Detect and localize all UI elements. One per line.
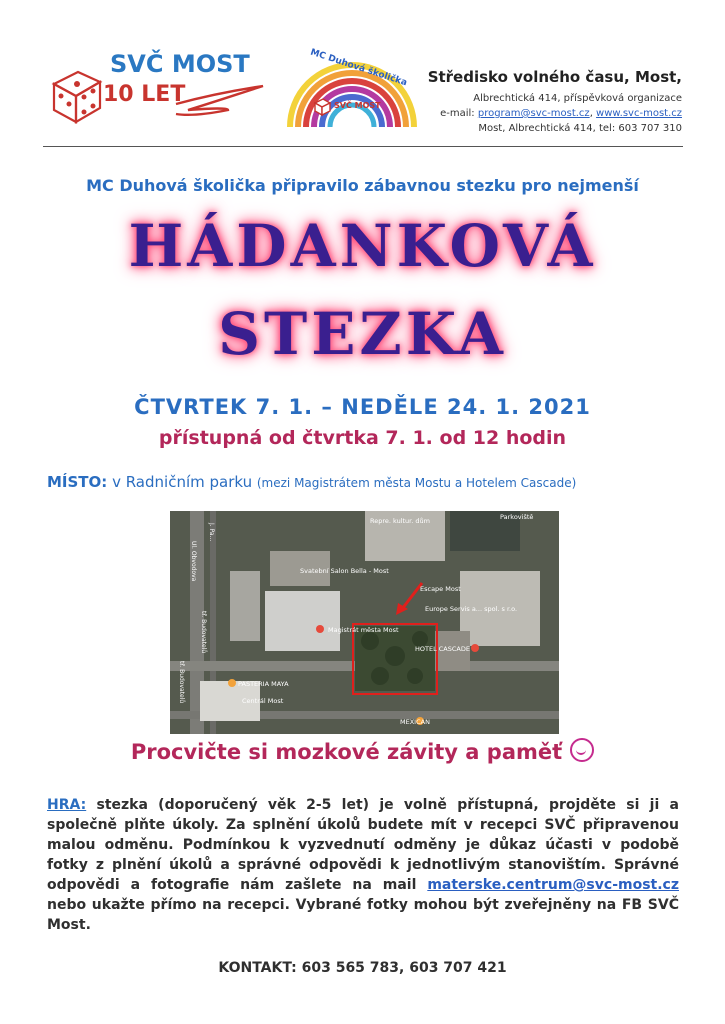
map-street-2: Ul. Obvodova: [190, 541, 197, 582]
org-address: Albrechtická 414, příspěvková organizace: [473, 93, 682, 104]
mc-logo-text: MC Duhová školička: [308, 47, 409, 89]
title-line-1: HÁDANKOVÁ: [128, 212, 597, 280]
logo-years: 10 LET: [103, 82, 186, 107]
svc-most-logo: [48, 50, 278, 130]
place-detail: (mezi Magistrátem města Mostu a Hotelem Cascade): [256, 476, 577, 490]
map-street-3: tř. Budovatelů: [200, 611, 207, 654]
intro-text: MC Duhová školička připravilo zábavnou stezku pro nejmenší: [86, 176, 639, 195]
mc-rainbow-logo: [282, 47, 422, 135]
game-description: [47, 795, 679, 935]
game-email-link[interactable]: materske.centrum@svc-most.cz: [427, 877, 679, 893]
email-separator: ,: [589, 108, 597, 119]
satellite-map: [170, 511, 559, 734]
org-name: Středisko volného času, Most,: [427, 68, 682, 86]
place-label: MÍSTO:: [47, 473, 108, 491]
web-link[interactable]: www.svc-most.cz: [596, 108, 682, 119]
title-line-2: STEZKA: [218, 300, 507, 368]
org-email-line: [422, 106, 682, 121]
mc-logo-sub: SVČ MOST: [334, 101, 381, 110]
map-image: [170, 511, 559, 734]
header-divider: [43, 146, 683, 147]
slogan: [0, 738, 725, 764]
logo-title: SVČ MOST: [110, 50, 250, 78]
map-label-pasteria: PASTERIA MAYA: [238, 680, 289, 688]
map-street-4: tř. Budovatelů: [178, 661, 185, 704]
smiley-icon: [570, 738, 594, 762]
slogan-text: Procvičte si mozkové závity a paměť: [130, 740, 563, 764]
map-label-hotel: HOTEL CASCADE: [415, 645, 470, 653]
game-heading: HRA:: [47, 797, 87, 813]
pasteria-pin-icon: [228, 679, 236, 687]
map-label-church: Svatební Salon Bella - Most: [300, 567, 389, 575]
org-contact: Most, Albrechtická 414, tel: 603 707 310: [478, 123, 682, 134]
map-label-escape: Escape Most: [420, 585, 461, 593]
map-label-culture: Repre. kultur. dům: [370, 517, 430, 525]
map-label-mexican: MEXICAN: [400, 718, 430, 726]
email-link[interactable]: program@svc-most.cz: [477, 108, 590, 119]
organization-info: [422, 68, 682, 136]
map-label-magistrat: Magistrát města Most: [328, 626, 399, 634]
hotel-pin-icon: [471, 644, 479, 652]
map-label-central: Centrál Most: [242, 697, 284, 705]
place: [47, 473, 576, 491]
map-label-europe: Europe Servis a... spol. s r.o.: [425, 605, 518, 613]
access-time: přístupná od čtvrtka 7. 1. od 12 hodin: [158, 427, 567, 449]
contact: KONTAKT: 603 565 783, 603 707 421: [218, 960, 507, 976]
magistrat-pin-icon: [316, 625, 324, 633]
place-name: v Radničním parku: [107, 473, 257, 491]
game-text-2: nebo ukažte přímo na recepci. Vybrané fotky mohou být zveřejněny na FB SVČ Most.: [47, 897, 679, 933]
event-dates: ČTVRTEK 7. 1. – NEDĚLE 24. 1. 2021: [134, 395, 591, 419]
map-label-parking: Parkoviště: [500, 513, 534, 521]
email-label: e-mail:: [440, 108, 478, 119]
map-street-1: J. Pa...: [208, 523, 215, 542]
game-text-1: stezka (doporučený věk 2-5 let) je volně přístupná, projděte si ji a společně plňte úkoly. Za splnění úkolů budete mít v recepci SVČ připravenou malou odměnu. Podmínkou k vyzvednutí odměny je důkaz účasti v podobě fotky z plnění úkolů a správné odpovědi k jednotlivým stanovištím. Správné odpovědi a fotografie nám zašlete na mail: [47, 797, 679, 893]
